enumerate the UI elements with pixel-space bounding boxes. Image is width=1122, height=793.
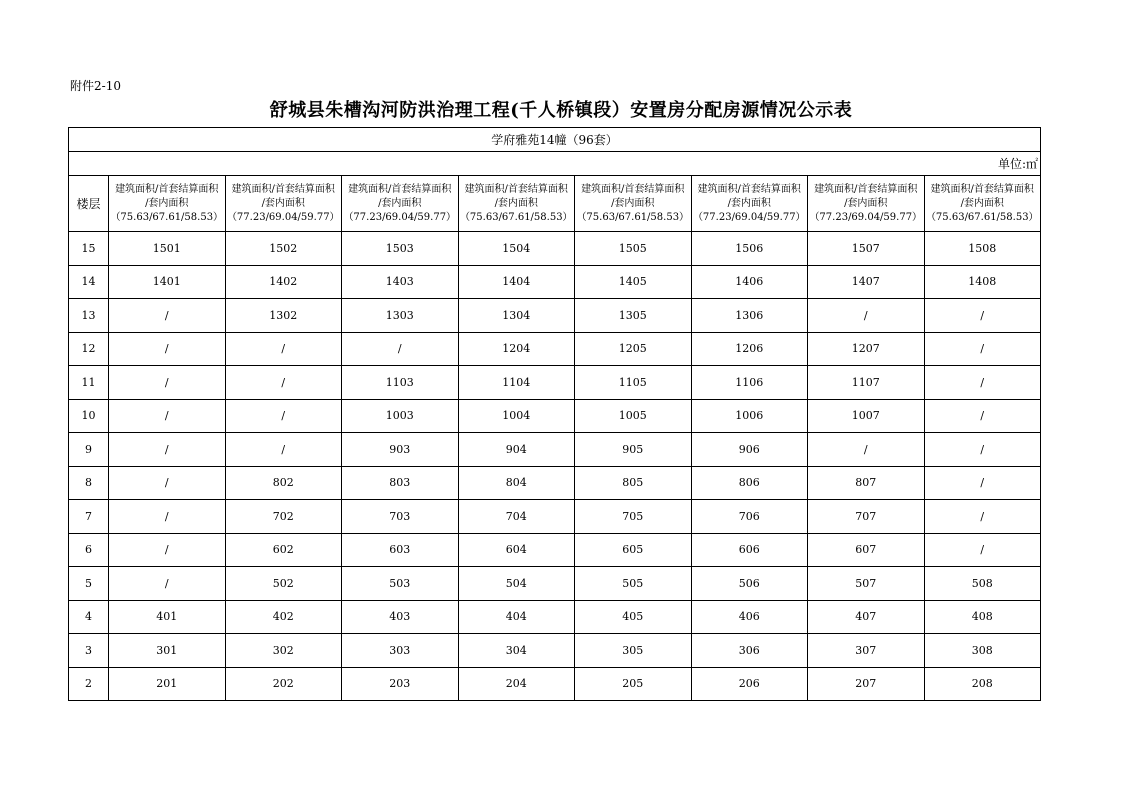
column-header — [808, 176, 925, 232]
unit-cell: / — [924, 533, 1041, 567]
unit-cell: 1502 — [225, 232, 342, 266]
unit-cell: 407 — [808, 600, 925, 634]
unit-cell: 308 — [924, 634, 1041, 668]
column-header-line3: （77.23/69.04/59.77） — [809, 211, 923, 223]
unit-cell: 702 — [225, 500, 342, 534]
unit-cell: 304 — [458, 634, 575, 668]
column-header-line2: /套内面积 — [261, 197, 305, 209]
column-header-line2: /套内面积 — [145, 197, 189, 209]
unit-cell: 802 — [225, 466, 342, 500]
table-row — [69, 533, 1041, 567]
unit-cell: 1505 — [575, 232, 692, 266]
unit-cell: 605 — [575, 533, 692, 567]
column-header — [575, 176, 692, 232]
floor-cell: 5 — [69, 567, 109, 601]
unit-cell: / — [109, 567, 226, 601]
unit-cell: 1103 — [342, 366, 459, 400]
unit-cell: 504 — [458, 567, 575, 601]
unit-cell: 1004 — [458, 399, 575, 433]
unit-cell: / — [924, 332, 1041, 366]
unit-cell: 906 — [691, 433, 808, 467]
floor-cell: 9 — [69, 433, 109, 467]
unit-cell: 505 — [575, 567, 692, 601]
page-title: 舒城县朱槽沟河防洪治理工程(千人桥镇段）安置房分配房源情况公示表 — [269, 100, 853, 121]
floor-cell: 13 — [69, 299, 109, 333]
unit-cell: 1407 — [808, 265, 925, 299]
column-header-line3: （77.23/69.04/59.77） — [226, 211, 340, 223]
unit-cell: / — [109, 500, 226, 534]
column-header — [458, 176, 575, 232]
unit-cell: 301 — [109, 634, 226, 668]
attachment-label: 附件2-10 — [70, 79, 121, 93]
unit-cell: 903 — [342, 433, 459, 467]
unit-cell: 706 — [691, 500, 808, 534]
unit-cell: 503 — [342, 567, 459, 601]
unit-cell: 807 — [808, 466, 925, 500]
unit-cell: 508 — [924, 567, 1041, 601]
floor-cell: 8 — [69, 466, 109, 500]
column-header-line3: （77.23/69.04/59.77） — [692, 211, 806, 223]
floor-cell: 10 — [69, 399, 109, 433]
column-header — [691, 176, 808, 232]
unit-cell: 305 — [575, 634, 692, 668]
unit-cell: 1501 — [109, 232, 226, 266]
unit-cell: 1003 — [342, 399, 459, 433]
floor-cell: 2 — [69, 667, 109, 701]
table-row — [69, 466, 1041, 500]
unit-cell: 1204 — [458, 332, 575, 366]
unit-cell: / — [109, 399, 226, 433]
table-row — [69, 232, 1041, 266]
unit-cell: / — [109, 466, 226, 500]
floor-cell: 14 — [69, 265, 109, 299]
column-header-line2: /套内面积 — [844, 197, 888, 209]
unit-cell: / — [808, 433, 925, 467]
unit-cell: 1402 — [225, 265, 342, 299]
unit-cell: 1503 — [342, 232, 459, 266]
unit-cell: 401 — [109, 600, 226, 634]
column-header-line2: /套内面积 — [960, 197, 1004, 209]
housing-allocation-table — [68, 127, 1041, 701]
unit-cell: / — [225, 366, 342, 400]
floor-cell: 11 — [69, 366, 109, 400]
column-header-line1: 建筑面积/首套结算面积 — [464, 183, 568, 195]
unit-cell: 1006 — [691, 399, 808, 433]
floor-header: 楼层 — [69, 176, 109, 232]
floor-cell: 3 — [69, 634, 109, 668]
table-subtitle: 学府雅苑14幢（96套） — [69, 128, 1041, 152]
unit-cell: 806 — [691, 466, 808, 500]
unit-cell: 905 — [575, 433, 692, 467]
unit-cell: 307 — [808, 634, 925, 668]
unit-cell: / — [225, 433, 342, 467]
unit-cell: 1105 — [575, 366, 692, 400]
column-header-line3: （75.63/67.61/58.53） — [925, 211, 1039, 223]
unit-cell: 803 — [342, 466, 459, 500]
column-header — [342, 176, 459, 232]
column-header-line2: /套内面积 — [378, 197, 422, 209]
unit-cell: / — [924, 433, 1041, 467]
unit-cell: / — [109, 332, 226, 366]
unit-cell: 1305 — [575, 299, 692, 333]
column-header-line1: 建筑面积/首套结算面积 — [231, 183, 335, 195]
column-header — [924, 176, 1041, 232]
unit-cell: 1007 — [808, 399, 925, 433]
unit-cell: / — [109, 366, 226, 400]
unit-cell: 201 — [109, 667, 226, 701]
unit-cell: / — [225, 332, 342, 366]
unit-cell: 707 — [808, 500, 925, 534]
table-row — [69, 332, 1041, 366]
table-row — [69, 299, 1041, 333]
table-row — [69, 265, 1041, 299]
column-header-line1: 建筑面积/首套结算面积 — [581, 183, 685, 195]
unit-cell: 1507 — [808, 232, 925, 266]
unit-cell: 206 — [691, 667, 808, 701]
table-row — [69, 433, 1041, 467]
table-row — [69, 399, 1041, 433]
unit-cell: 1205 — [575, 332, 692, 366]
unit-cell: 302 — [225, 634, 342, 668]
floor-cell: 12 — [69, 332, 109, 366]
unit-cell: 1408 — [924, 265, 1041, 299]
unit-cell: 604 — [458, 533, 575, 567]
column-header-line1: 建筑面积/首套结算面积 — [930, 183, 1034, 195]
unit-cell: / — [924, 399, 1041, 433]
header-row — [69, 176, 1041, 232]
unit-cell: / — [109, 533, 226, 567]
column-header-line1: 建筑面积/首套结算面积 — [814, 183, 918, 195]
unit-cell: 1106 — [691, 366, 808, 400]
table-row — [69, 667, 1041, 701]
unit-cell: / — [342, 332, 459, 366]
unit-cell: 1104 — [458, 366, 575, 400]
floor-cell: 4 — [69, 600, 109, 634]
table-row — [69, 600, 1041, 634]
unit-cell: 606 — [691, 533, 808, 567]
unit-cell: / — [109, 433, 226, 467]
column-header-line1: 建筑面积/首套结算面积 — [115, 183, 219, 195]
unit-cell: 1107 — [808, 366, 925, 400]
unit-cell: 1306 — [691, 299, 808, 333]
unit-cell: 1303 — [342, 299, 459, 333]
unit-cell: 403 — [342, 600, 459, 634]
unit-cell: 1508 — [924, 232, 1041, 266]
table-row — [69, 567, 1041, 601]
column-header-line2: /套内面积 — [611, 197, 655, 209]
unit-cell: 704 — [458, 500, 575, 534]
unit-cell: 607 — [808, 533, 925, 567]
column-header — [109, 176, 226, 232]
unit-cell: 1302 — [225, 299, 342, 333]
unit-cell: 1304 — [458, 299, 575, 333]
unit-cell: 703 — [342, 500, 459, 534]
unit-cell: 1405 — [575, 265, 692, 299]
floor-cell: 6 — [69, 533, 109, 567]
unit-cell: 405 — [575, 600, 692, 634]
column-header-line3: （75.63/67.61/58.53） — [110, 211, 224, 223]
unit-cell: / — [808, 299, 925, 333]
unit-cell: 904 — [458, 433, 575, 467]
unit-cell: 1504 — [458, 232, 575, 266]
unit-cell: 804 — [458, 466, 575, 500]
unit-cell: / — [109, 299, 226, 333]
unit-label: 单位:㎡ — [69, 152, 1041, 176]
column-header-line3: （77.23/69.04/59.77） — [343, 211, 457, 223]
unit-cell: 1206 — [691, 332, 808, 366]
column-header-line3: （75.63/67.61/58.53） — [576, 211, 690, 223]
column-header-line3: （75.63/67.61/58.53） — [459, 211, 573, 223]
unit-cell: 1506 — [691, 232, 808, 266]
unit-cell: 204 — [458, 667, 575, 701]
unit-cell: 402 — [225, 600, 342, 634]
column-header-line2: /套内面积 — [494, 197, 538, 209]
unit-cell: 205 — [575, 667, 692, 701]
unit-cell: / — [225, 399, 342, 433]
unit-cell: 404 — [458, 600, 575, 634]
unit-cell: 1403 — [342, 265, 459, 299]
column-header-line1: 建筑面积/首套结算面积 — [697, 183, 801, 195]
unit-cell: 408 — [924, 600, 1041, 634]
unit-cell: 602 — [225, 533, 342, 567]
unit-cell: 207 — [808, 667, 925, 701]
unit-cell: / — [924, 299, 1041, 333]
unit-cell: 303 — [342, 634, 459, 668]
unit-cell: 805 — [575, 466, 692, 500]
table-row — [69, 366, 1041, 400]
unit-cell: 1207 — [808, 332, 925, 366]
unit-cell: 202 — [225, 667, 342, 701]
unit-cell: 1401 — [109, 265, 226, 299]
unit-cell: 406 — [691, 600, 808, 634]
floor-cell: 7 — [69, 500, 109, 534]
unit-cell: / — [924, 500, 1041, 534]
unit-cell: 705 — [575, 500, 692, 534]
unit-cell: 1406 — [691, 265, 808, 299]
unit-cell: 306 — [691, 634, 808, 668]
unit-cell: 208 — [924, 667, 1041, 701]
unit-cell: 507 — [808, 567, 925, 601]
unit-cell: 1005 — [575, 399, 692, 433]
unit-cell: 1404 — [458, 265, 575, 299]
column-header-line2: /套内面积 — [727, 197, 771, 209]
column-header — [225, 176, 342, 232]
unit-cell: 506 — [691, 567, 808, 601]
unit-cell: 203 — [342, 667, 459, 701]
unit-cell: 603 — [342, 533, 459, 567]
table-row — [69, 634, 1041, 668]
unit-cell: / — [924, 366, 1041, 400]
table-row — [69, 500, 1041, 534]
column-header-line1: 建筑面积/首套结算面积 — [348, 183, 452, 195]
unit-cell: / — [924, 466, 1041, 500]
floor-cell: 15 — [69, 232, 109, 266]
unit-cell: 502 — [225, 567, 342, 601]
